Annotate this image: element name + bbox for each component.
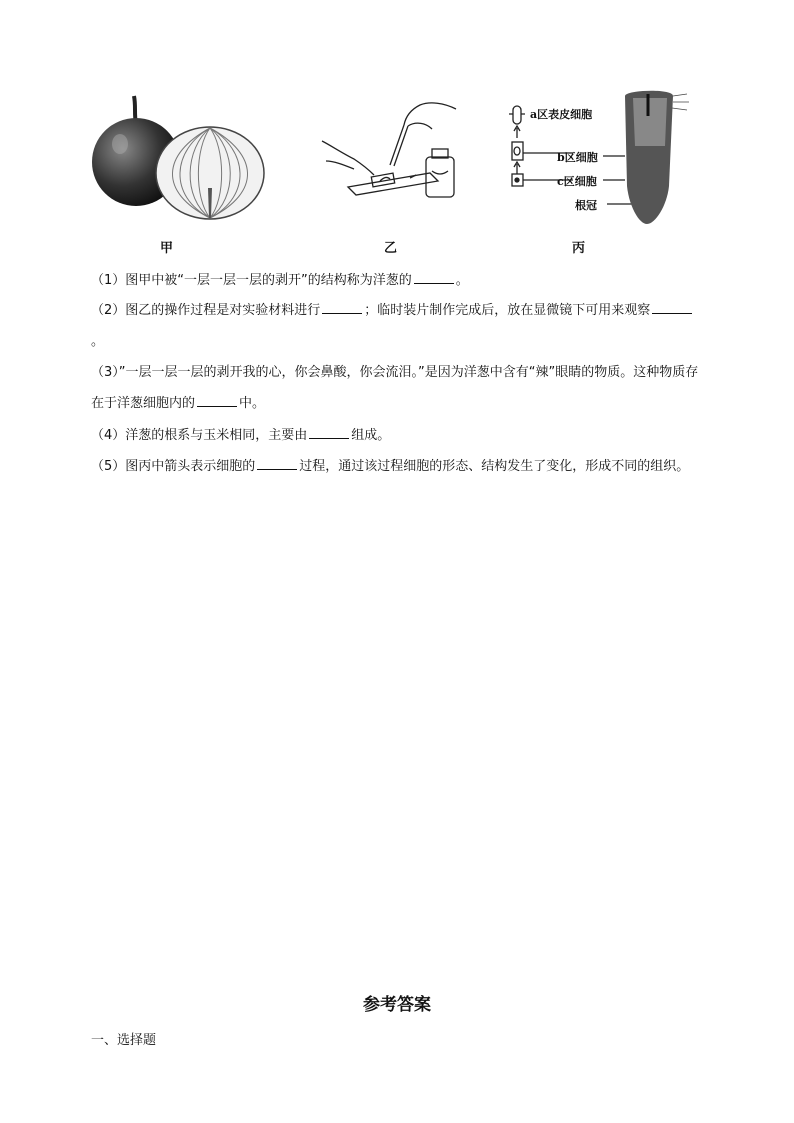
section-heading: 一、选择题 (91, 1033, 157, 1048)
label-b-zone-cells: b区细胞 (557, 151, 598, 164)
onion-illustration (90, 88, 270, 223)
figure-label-jia: 甲 (160, 241, 174, 256)
question-1-text: （1）图甲中被“一层一层一层的剥开”的结构称为洋葱的 (91, 273, 412, 288)
answer-blank[interactable] (652, 312, 692, 314)
question-1 (91, 265, 703, 296)
question-4-tail: 组成。 (351, 428, 391, 443)
question-5-text: （5）图丙中箭头表示细胞的 (91, 459, 256, 474)
question-3-text: （3）”一层一层一层的剥开我的心，你会鼻酸，你会流泪。”是因为洋葱中含有“辣”眼睛的物质。这种物质存在于洋葱细胞内的 (91, 365, 699, 411)
label-c-zone-cells: c区细胞 (557, 175, 597, 188)
figure-jia-onion (90, 88, 270, 223)
figure-label-bing: 丙 (572, 241, 586, 256)
label-root-cap: 根冠 (575, 199, 597, 212)
answer-blank[interactable] (322, 312, 362, 314)
question-2 (91, 295, 703, 357)
figure-yi-slide-preparation (320, 95, 460, 205)
question-5 (91, 451, 703, 482)
question-4 (91, 420, 703, 451)
question-2-text: （2）图乙的操作过程是对实验材料进行 (91, 303, 321, 318)
slide-prep-illustration (320, 95, 460, 205)
answer-key-title: 参考答案 (363, 995, 431, 1015)
question-5-tail: 过程，通过该过程细胞的形态、结构发生了变化，形成不同的组织。 (299, 459, 690, 474)
answer-blank[interactable] (309, 437, 349, 439)
answer-blank[interactable] (197, 405, 237, 407)
answer-blank[interactable] (257, 468, 297, 470)
question-2-tail: 。 (91, 334, 105, 349)
answer-blank[interactable] (414, 282, 454, 284)
question-1-tail: 。 (455, 273, 469, 288)
figure-label-yi: 乙 (384, 241, 398, 256)
question-3-tail: 中。 (239, 396, 266, 411)
question-2-middle: ；临时装片制作完成后，放在显微镜下可用来观察 (364, 303, 651, 318)
question-3 (91, 357, 703, 419)
figure-bing-root-tip (505, 86, 695, 226)
label-a-zone-epidermis: a区表皮细胞 (530, 108, 593, 121)
question-4-text: （4）洋葱的根系与玉米相同，主要由 (91, 428, 308, 443)
